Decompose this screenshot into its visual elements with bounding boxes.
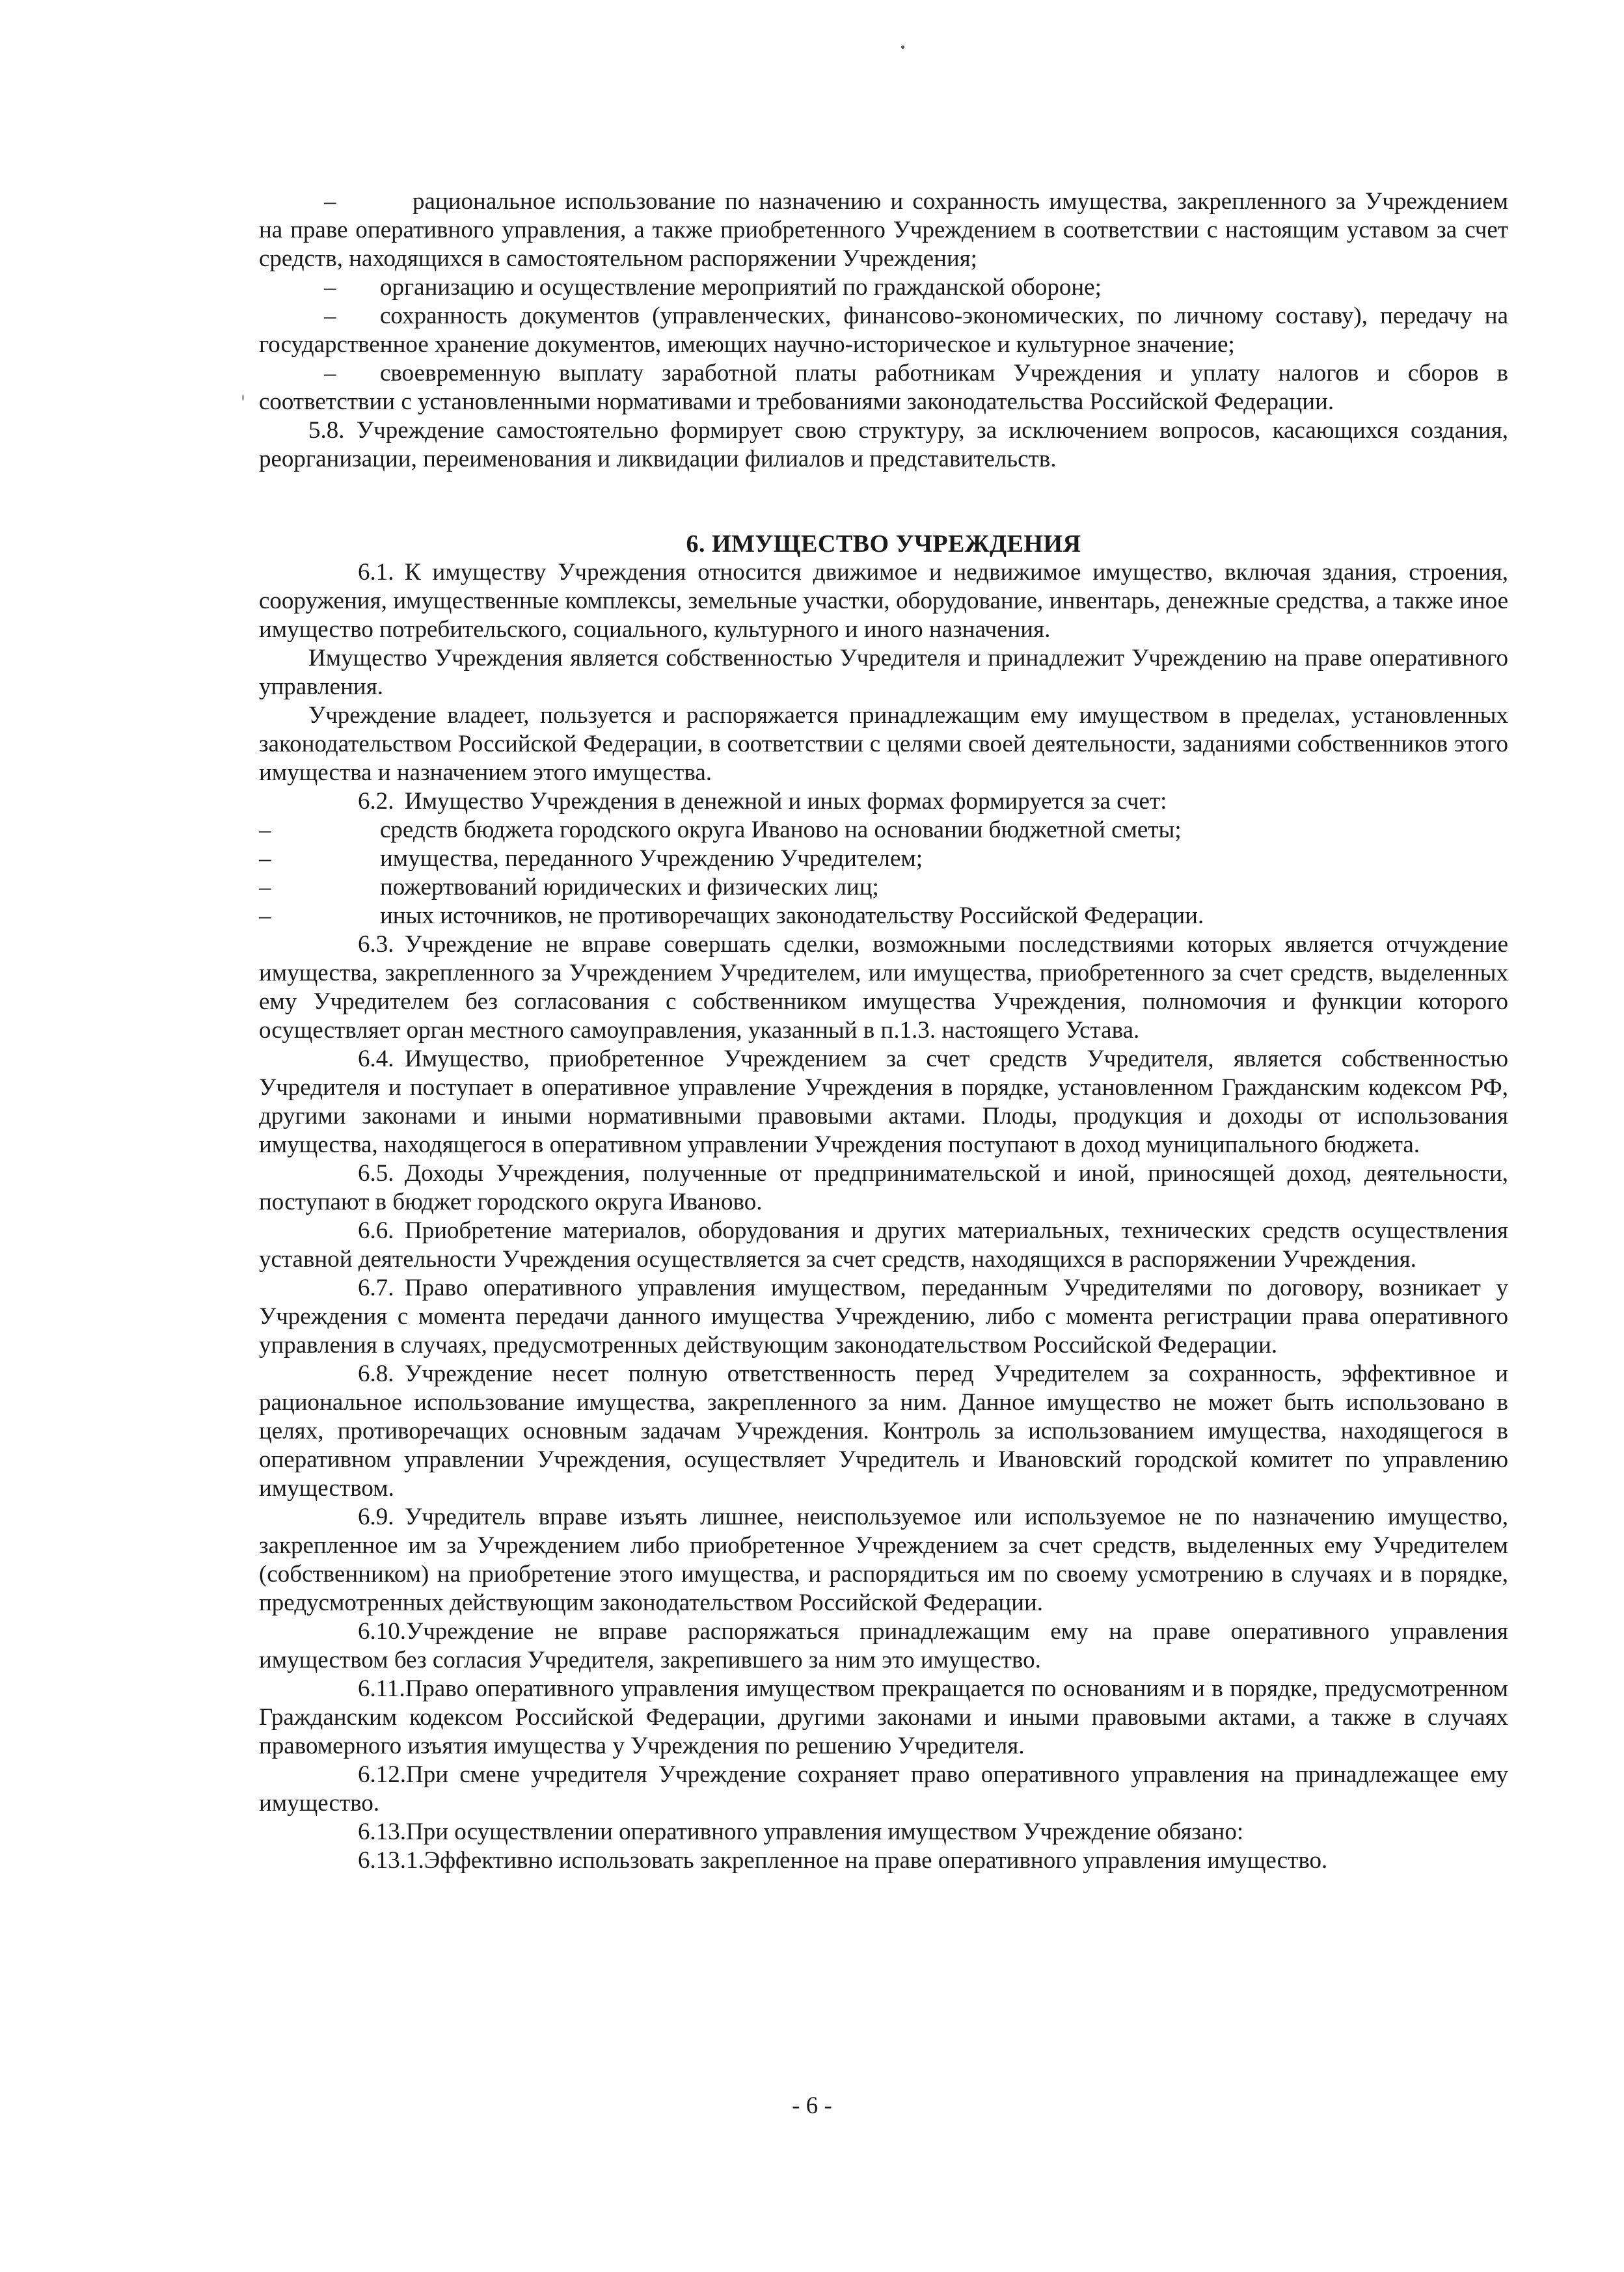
- section-title: 6. ИМУЩЕСТВО УЧРЕЖДЕНИЯ: [686, 530, 1081, 558]
- paragraph-6-8: 6.8. Учреждение несет полную ответственность перед Учредителем за сохранность, эффективное и рациональное использование имущества, закрепленного за ним. Данное имущество не может быть использовано в целях, противоречащих основным задачам Учреждения. Контроль за использованием имущества, находящегося в оперативном управлении Учреждения, осуществляет Учредитель и Ивановский городской комитет по управлению имуществом.: [259, 1360, 1508, 1502]
- page-number: - 6 -: [792, 2092, 832, 2119]
- paragraph-6-9: 6.9. Учредитель вправе изъять лишнее, неиспользуемое или используемое не по назначению имущество, закрепленное им за Учреждением либо приобретенное Учреждением за счет средств, выделенных ему Учредителем (собственником) на приобретение этого имущества, и распорядиться им по своему усмотрению в случаях и в порядке, предусмотренных действующим законодательством Российской Федерации.: [259, 1504, 1508, 1616]
- list-item: – рациональное использование по назначению и сохранность имущества, закрепленного за Учреждением на праве оперативного управления, а также приобретенного Учреждением в соответствии с настоящим уставом за счет средств, находящихся в самостоятельном распоряжении Учреждения;: [259, 188, 1508, 272]
- paragraph-6-7: 6.7. Право оперативного управления имуществом, переданным Учредителями по договору, возникает у Учреждения с момента передачи данного имущества Учреждению, либо с момента регистрации права оперативного управления в случаях, предусмотренных действующим законодательством Российской Федерации.: [259, 1275, 1508, 1359]
- scan-speck: [901, 46, 904, 49]
- paragraph-6-5: 6.5. Доходы Учреждения, полученные от предпринимательской и иной, приносящей доход, деятельности, поступают в бюджет городского округа Иваново.: [259, 1160, 1508, 1215]
- list-item: – организацию и осуществление мероприятий по гражданской обороне;: [324, 274, 1102, 301]
- paragraph-6-13: 6.13.При осуществлении оперативного управления имуществом Учреждение обязано:: [358, 1819, 1244, 1845]
- paragraph-6-13-1: 6.13.1.Эффективно использовать закрепленное на праве оперативного управления имущество.: [358, 1847, 1328, 1874]
- scan-speck: [242, 394, 244, 401]
- paragraph-6-12: 6.12.При смене учредителя Учреждение сохраняет право оперативного управления на принадлежащее ему имущество.: [259, 1761, 1508, 1817]
- paragraph-6-1-c: Учреждение владеет, пользуется и распоряжается принадлежащим ему имуществом в пределах, установленных законодательством Российской Федерации, в соответствии с целями своей деятельности, заданиями собственников этого имущества и назначением этого имущества.: [259, 702, 1508, 786]
- paragraph-6-4: 6.4. Имущество, приобретенное Учреждением за счет средств Учредителя, является собственностью Учредителя и поступает в оперативное управление Учреждения в порядке, установленном Гражданским кодексом РФ, другими законами и иными нормативными правовыми актами. Плоды, продукция и доходы от использования имущества, находящегося в оперативном управлении Учреждения поступают в доход муниципального бюджета.: [259, 1046, 1508, 1158]
- paragraph-6-3: 6.3. Учреждение не вправе совершать сделки, возможными последствиями которых является отчуждение имущества, закрепленного за Учреждением Учредителем, или имущества, приобретенного за счет средств, выделенных ему Учредителем без согласования с собственником имущества Учреждения, полномочия и функции которого осуществляет орган местного самоуправления, указанный в п.1.3. настоящего Устава.: [259, 931, 1508, 1044]
- list-item: – пожертвований юридических и физических лиц;: [259, 874, 879, 900]
- paragraph-6-10: 6.10.Учреждение не вправе распоряжаться принадлежащим ему на праве оперативного управления имуществом без согласия Учредителя, закрепившего за ним это имущество.: [259, 1618, 1508, 1673]
- list-item: – своевременную выплату заработной платы работникам Учреждения и уплату налогов и сборов в соответствии с установленными нормативами и требованиями законодательства Российской Федерации.: [259, 360, 1508, 415]
- list-item: – средств бюджета городского округа Иваново на основании бюджетной сметы;: [259, 817, 1182, 843]
- list-item: – сохранность документов (управленческих, финансово-экономических, по личному составу), передачу на государственное хранение документов, имеющих научно-историческое и культурное значение;: [259, 303, 1508, 358]
- list-item: – имущества, переданного Учреждению Учредителем;: [259, 845, 923, 872]
- paragraph-6-1: 6.1. К имуществу Учреждения относится движимое и недвижимое имущество, включая здания, строения, сооружения, имущественные комплексы, земельные участки, оборудование, инвентарь, денежные средства, а также иное имущество потребительского, социального, культурного и иного назначения.: [259, 559, 1508, 643]
- paragraph-6-2: 6.2. Имущество Учреждения в денежной и иных формах формируется за счет:: [358, 788, 1167, 815]
- document-body: [259, 187, 1508, 1875]
- paragraph-5-8: 5.8. Учреждение самостоятельно формирует свою структуру, за исключением вопросов, касающихся создания, реорганизации, переименования и ликвидации филиалов и представительств.: [259, 417, 1509, 472]
- paragraph-6-1-b: Имущество Учреждения является собственностью Учредителя и принадлежит Учреждению на праве оперативного управления.: [259, 645, 1508, 700]
- paragraph-6-11: 6.11.Право оперативного управления имуществом прекращается по основаниям и в порядке, предусмотренном Гражданским кодексом Российской Федерации, другими законами и иными правовыми актами, а также в случаях правомерного изъятия имущества у Учреждения по решению Учредителя.: [259, 1675, 1508, 1759]
- paragraph-6-6: 6.6. Приобретение материалов, оборудования и других материальных, технических средств осуществления уставной деятельности Учреждения осуществляется за счет средств, находящихся в распоряжении Учреждения.: [259, 1217, 1508, 1273]
- list-item: – иных источников, не противоречащих законодательству Российской Федерации.: [259, 902, 1204, 929]
